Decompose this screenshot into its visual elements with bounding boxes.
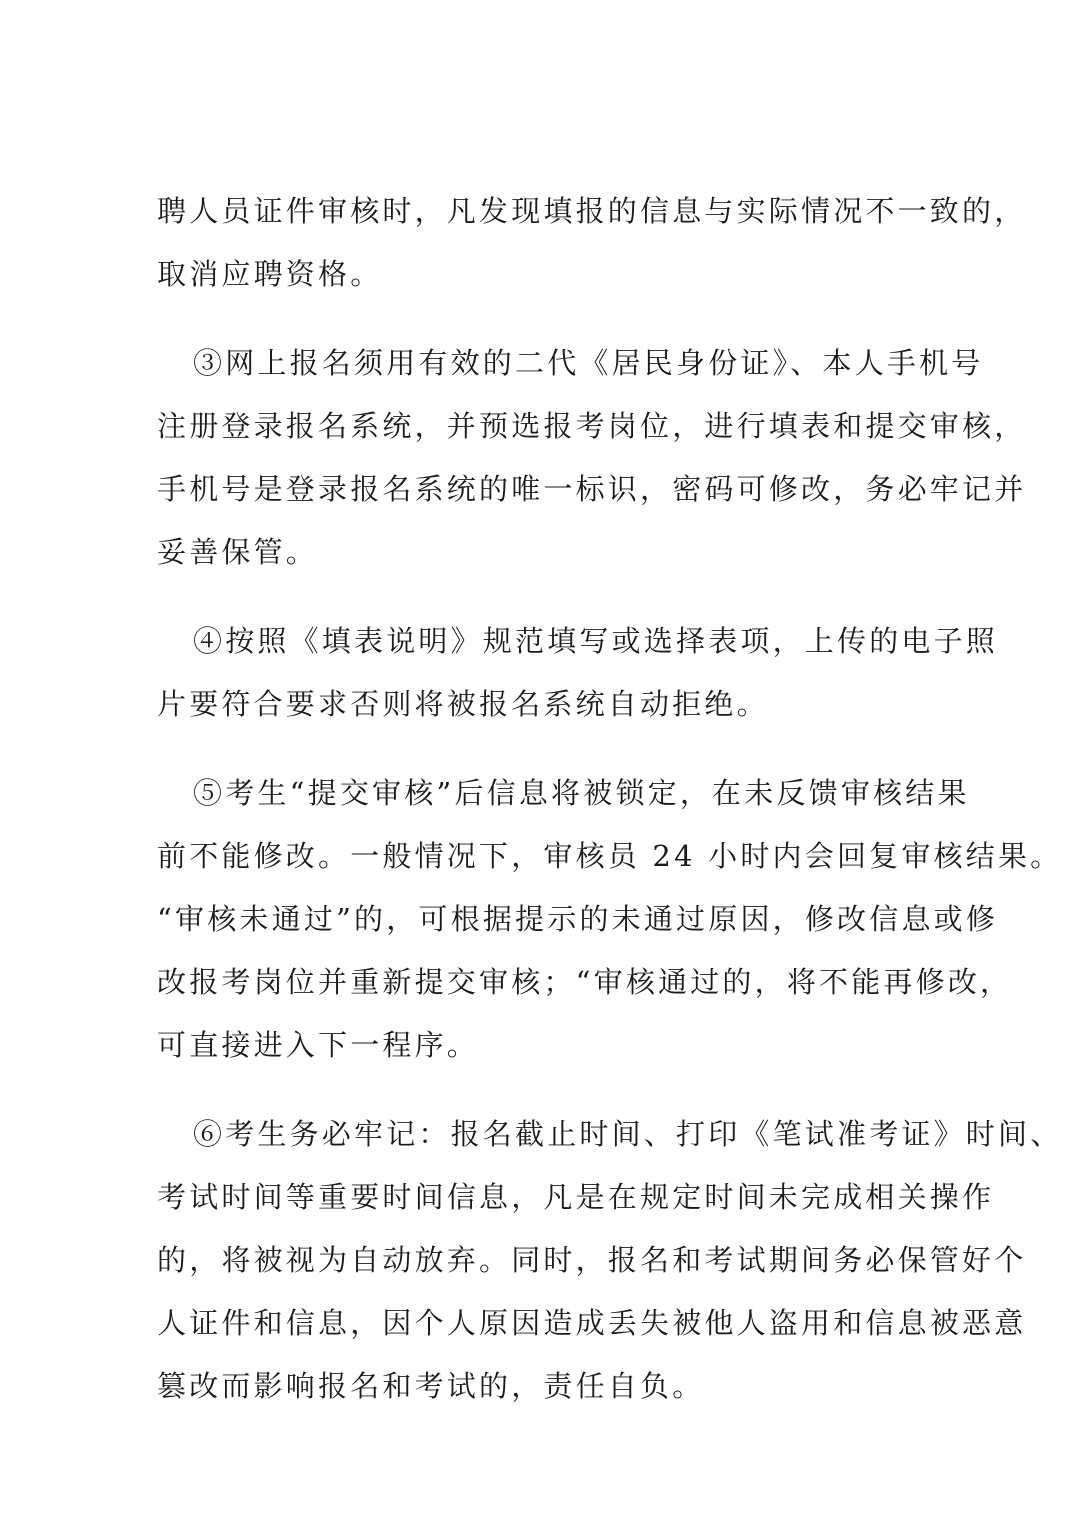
paragraph-item-6-deadlines — [157, 1103, 1063, 1418]
paragraph-item-3-registration — [157, 332, 1027, 584]
text-line: 妥善保管。 — [157, 535, 319, 569]
text-line: ⑤考生“提交审核”后信息将被锁定，在未反馈审核结果 — [193, 776, 970, 810]
text-line: 考试时间等重要时间信息，凡是在规定时间未完成相关操作 — [157, 1180, 995, 1214]
paragraph-continued-verification — [157, 180, 1027, 306]
text-line: 篡改而影响报名和考试的，责任自负。 — [157, 1369, 705, 1403]
text-line: 注册登录报名系统，并预选报考岗位，进行填表和提交审核， — [157, 409, 1027, 443]
paragraph-item-5-review — [157, 762, 1063, 1077]
text-line: 片要符合要求否则将被报名系统自动拒绝。 — [157, 687, 769, 721]
text-line: 人证件和信息，因个人原因造成丢失被他人盗用和信息被恶意 — [157, 1306, 1027, 1340]
text-line: 前不能修改。一般情况下，审核员 24 小时内会回复审核结果。 — [157, 839, 1063, 873]
text-line: 可直接进入下一程序。 — [157, 1028, 480, 1062]
text-line: 改报考岗位并重新提交审核；“审核通过的，将不能再修改， — [157, 965, 1013, 999]
text-line: 手机号是登录报名系统的唯一标识，密码可修改，务必牢记并 — [157, 472, 1027, 506]
paragraph-item-4-form-instructions — [157, 610, 999, 736]
text-line: 取消应聘资格。 — [157, 257, 383, 291]
text-line: ⑥考生务必牢记：报名截止时间、打印《笔试准考证》时间、 — [193, 1117, 1063, 1151]
text-line: “审核未通过”的，可根据提示的未通过原因，修改信息或修 — [157, 902, 999, 936]
text-line: 的，将被视为自动放弃。同时，报名和考试期间务必保管好个 — [157, 1243, 1027, 1277]
text-line: ④按照《填表说明》规范填写或选择表项，上传的电子照 — [193, 624, 999, 658]
text-line: 聘人员证件审核时，凡发现填报的信息与实际情况不一致的， — [157, 194, 1027, 228]
text-line: ③网上报名须用有效的二代《居民身份证》、本人手机号 — [193, 346, 984, 380]
document-body — [157, 180, 1063, 1418]
